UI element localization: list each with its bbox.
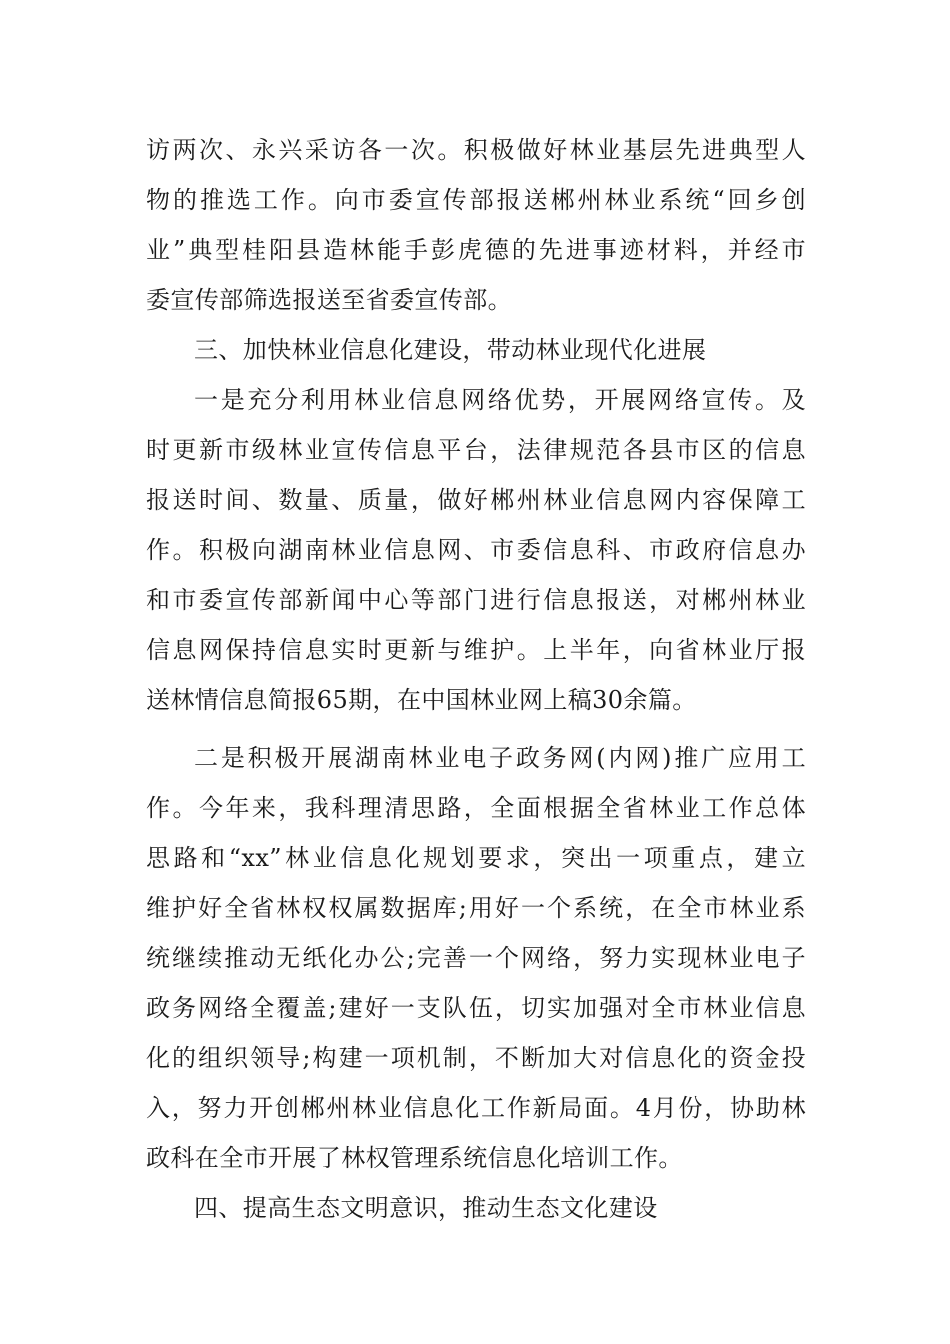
text-line: 信息网保持信息实时更新与维护。上半年，向省林业厅报 — [146, 636, 806, 664]
text-line: 访两次、永兴采访各一次。积极做好林业基层先进典型人 — [146, 136, 806, 164]
text-line: 政科在全市开展了林权管理系统信息化培训工作。 — [146, 1144, 683, 1172]
text-line: 入，努力开创郴州林业信息化工作新局面。4月份，协助林 — [146, 1094, 806, 1122]
text-line: 物的推选工作。向市委宣传部报送郴州林业系统“回乡创 — [146, 186, 806, 214]
section-heading: 四、提高生态文明意识，推动生态文化建设 — [194, 1194, 658, 1222]
text-line: 作。积极向湖南林业信息网、市委信息科、市政府信息办 — [146, 536, 806, 564]
text-line: 作。今年来，我科理清思路，全面根据全省林业工作总体 — [146, 794, 806, 822]
text-line: 思路和“xx”林业信息化规划要求，突出一项重点，建立 — [146, 844, 806, 872]
text-line: 委宣传部筛选报送至省委宣传部。 — [146, 286, 512, 314]
text-line: 业”典型桂阳县造林能手彭虎德的先进事迹材料，并经市 — [146, 236, 806, 264]
text-line: 时更新市级林业宣传信息平台，法律规范各县市区的信息 — [146, 436, 806, 464]
section-heading: 三、加快林业信息化建设，带动林业现代化进展 — [194, 336, 707, 364]
text-line: 送林情信息简报65期，在中国林业网上稿30余篇。 — [146, 686, 697, 714]
text-line: 化的组织领导;构建一项机制，不断加大对信息化的资金投 — [146, 1044, 806, 1072]
text-line: 维护好全省林权权属数据库;用好一个系统，在全市林业系 — [146, 894, 806, 922]
text-line: 二是积极开展湖南林业电子政务网(内网)推广应用工 — [194, 744, 806, 772]
text-line: 和市委宣传部新闻中心等部门进行信息报送，对郴州林业 — [146, 586, 806, 614]
text-line: 统继续推动无纸化办公;完善一个网络，努力实现林业电子 — [146, 944, 806, 972]
text-line: 报送时间、数量、质量，做好郴州林业信息网内容保障工 — [146, 486, 806, 514]
text-line: 一是充分利用林业信息网络优势，开展网络宣传。及 — [194, 386, 806, 414]
text-line: 政务网络全覆盖;建好一支队伍，切实加强对全市林业信息 — [146, 994, 806, 1022]
